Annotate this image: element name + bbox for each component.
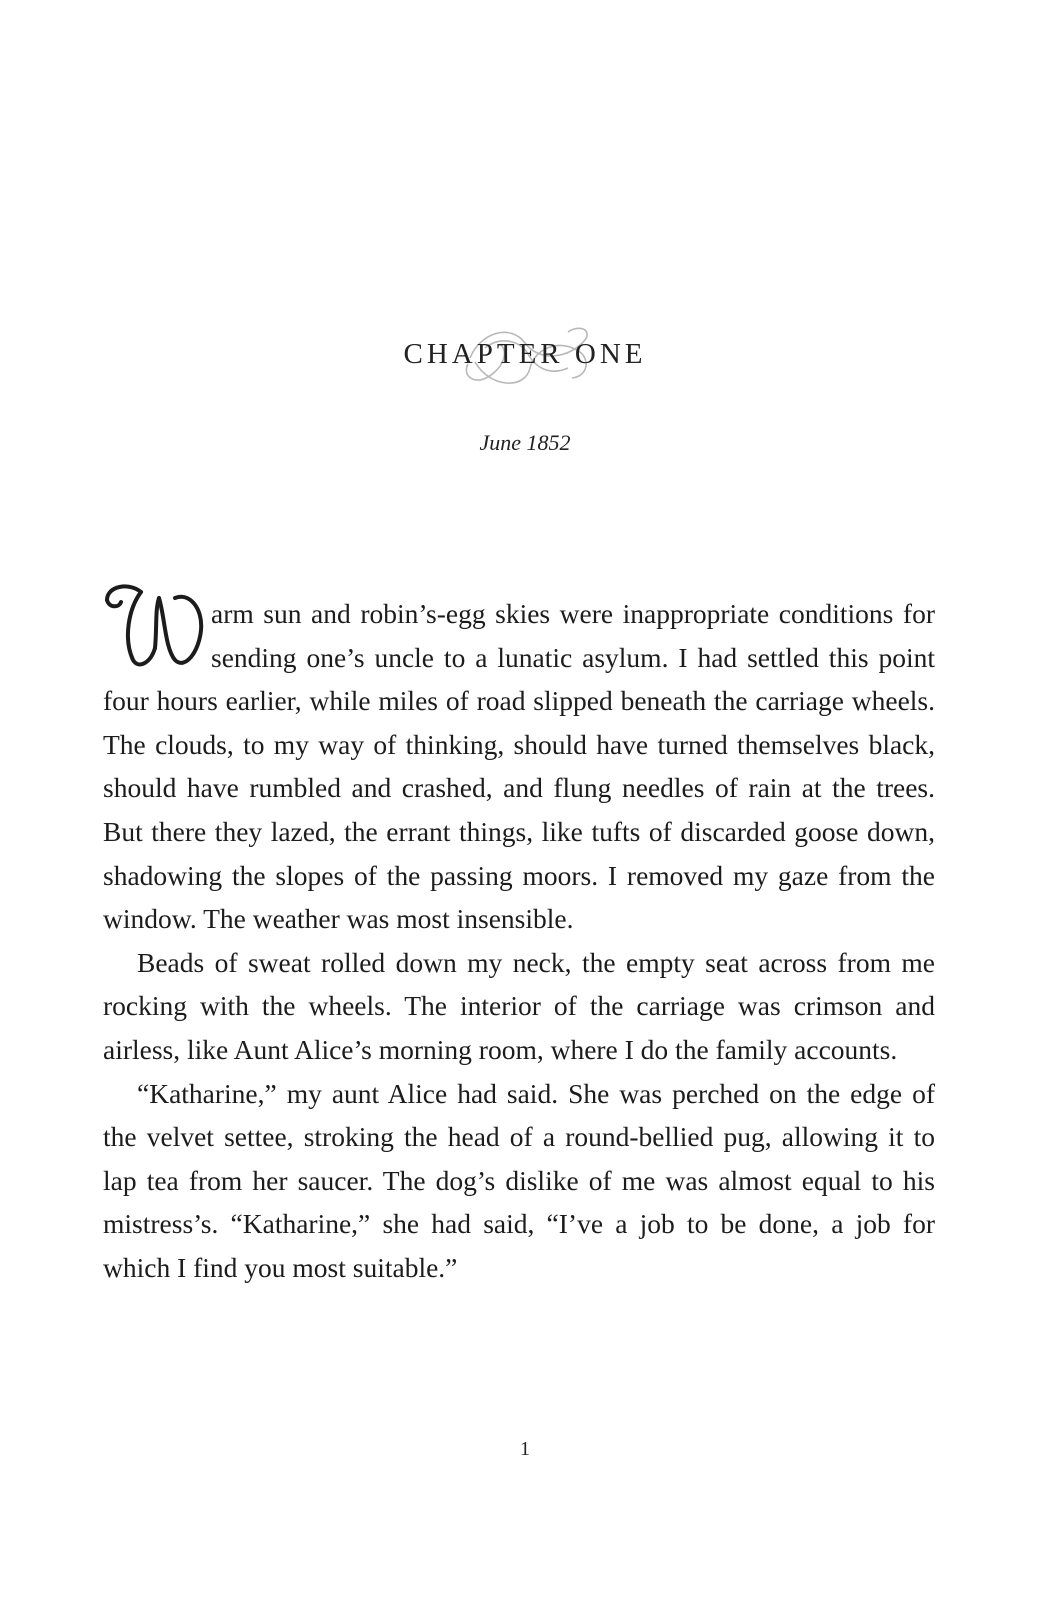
drop-cap-ornamental-letter <box>99 592 209 676</box>
chapter-title: CHAPTER ONE <box>403 338 647 370</box>
paragraph-3: “Katharine,” my aunt Alice had said. She was perched on the edge of the velvet settee, stroking the head of a round-bellied pug, allowing it to lap tea from her saucer. The dog’s dislike of me was almost equal to his mistress’s. “Katharine,” she had said, “I’ve a job to be done, a job for which I find you most suitable.” <box>103 1077 935 1283</box>
page-number: 1 <box>520 1438 530 1460</box>
chapter-date: June 1852 <box>479 430 571 455</box>
paragraph-2: Beads of sweat rolled down my neck, the empty seat across from me rocking with the wheels. The interior of the carriage was crimson and airless, like Aunt Alice’s morning room, where I do the family accounts. <box>103 946 935 1065</box>
paragraph-1: arm sun and robin’s-egg skies were inappropriate conditions for sending one’s uncle to a lunatic asylum. I had settled this point four hours earlier, while miles of road slipped beneath the carriage wheels. The clouds, to my way of thinking, should have turned themselves black, should have rumbled and crashed, and flung needles of rain at the trees. But there they lazed, the errant things, like tufts of discarded goose down, shadowing the slopes of the passing moors. I removed my gaze from the window. The weather was most insensible. <box>103 598 935 935</box>
chapter-body <box>103 592 935 1290</box>
